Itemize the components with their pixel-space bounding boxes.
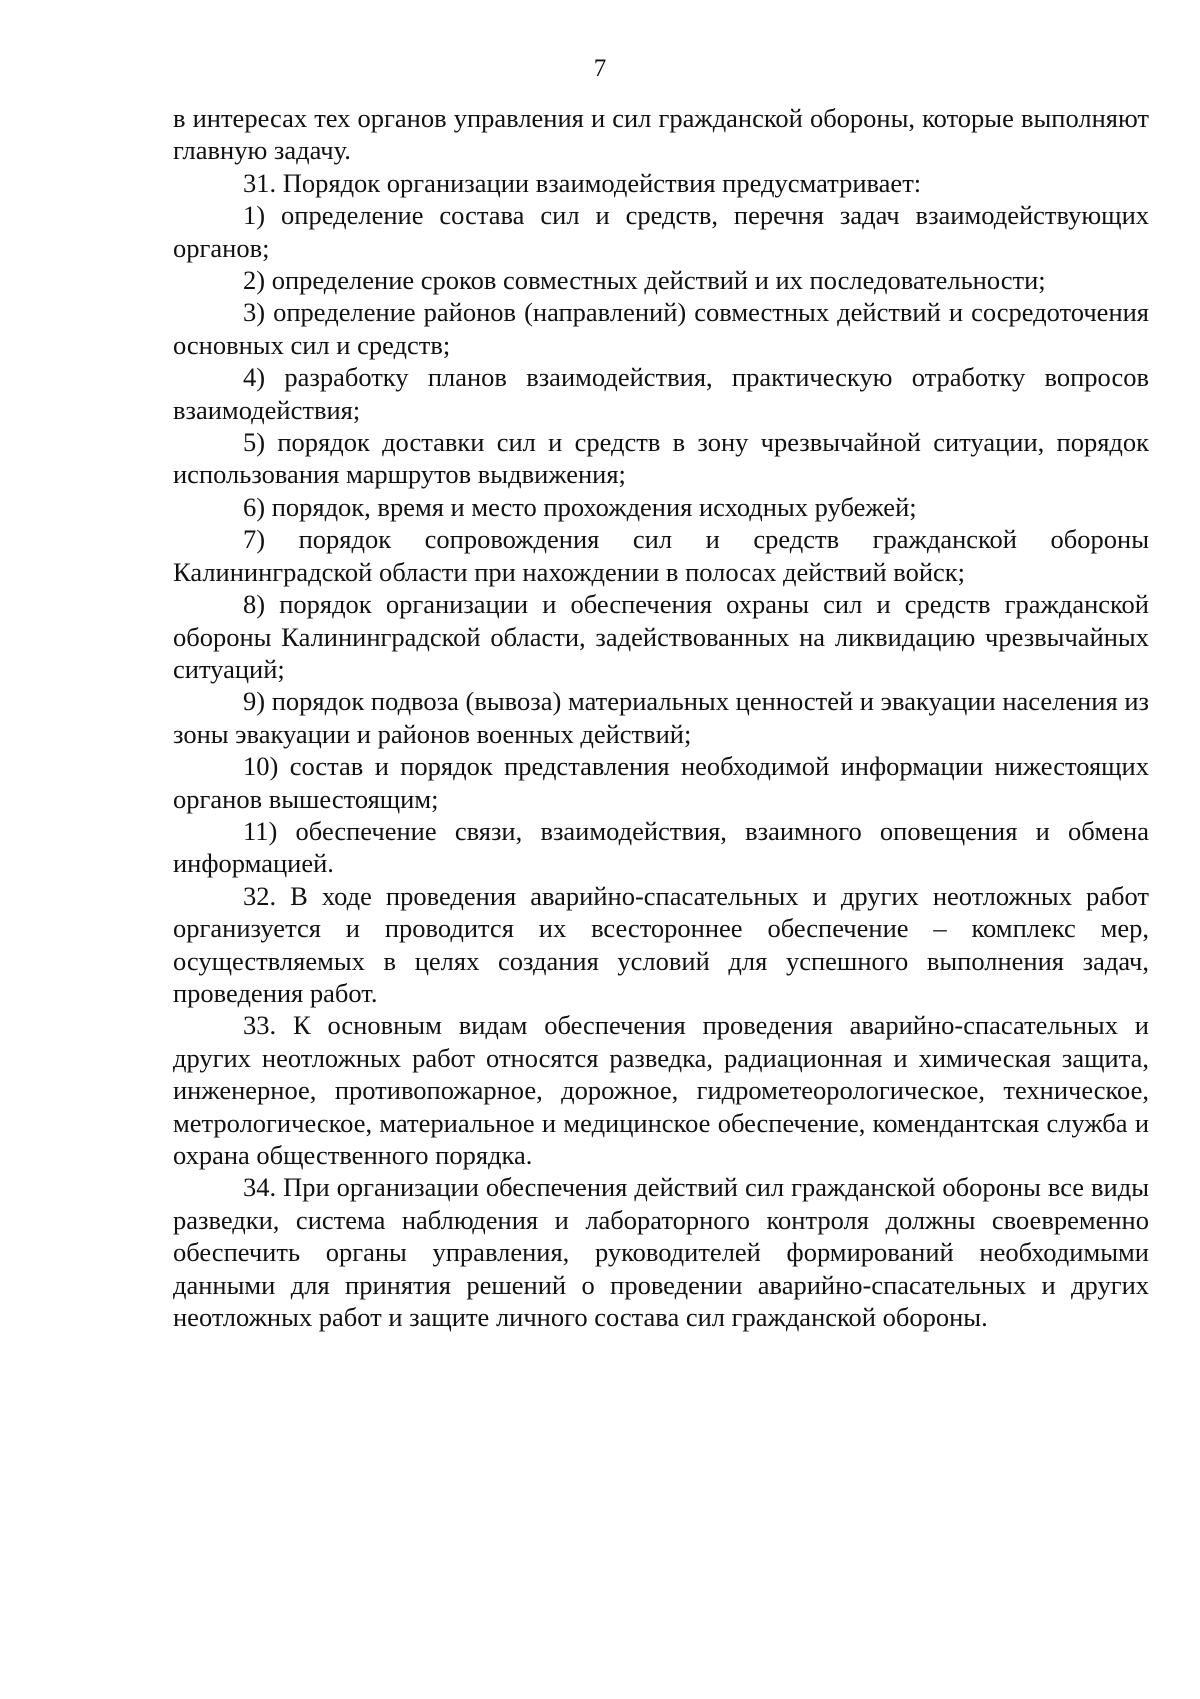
- paragraph-34: 34. При организации обеспечения действий сил гражданской обороны все виды разведки, система наблюдения и лабораторного контроля должны своевременно обеспечить органы управления, руководителей формирований необходимыми данными для принятия решений о проведении аварийно-спасательных и других неотложных работ и защите личного состава сил гражданской обороны.: [173, 1172, 1149, 1333]
- paragraph-31-item-1: 1) определение состава сил и средств, перечня задач взаимодействующих органов;: [173, 200, 1149, 263]
- paragraph-33: 33. К основным видам обеспечения проведения аварийно-спасательных и других неотложных работ относятся разведка, радиационная и химическая защита, инженерное, противопожарное, дорожное, гидрометеорологическое, техническое, метрологическое, материальное и медицинское обеспечение, комендантская служба и охрана общественного порядка.: [173, 1010, 1149, 1170]
- paragraph-31-item-2: 2) определение сроков совместных действий и их последовательности;: [243, 265, 1046, 296]
- document-body: [173, 102, 1149, 1333]
- paragraph-31-item-11: 11) обеспечение связи, взаимодействия, взаимного оповещения и обмена информацией.: [173, 815, 1149, 879]
- paragraph-31-item-8: 8) порядок организации и обеспечения охраны сил и средств гражданской обороны Калининградской области, задействованных на ликвидацию чрезвычайных ситуаций;: [173, 589, 1149, 684]
- paragraph-31: 31. Порядок организации взаимодействия предусматривает:: [243, 167, 922, 198]
- paragraph-31-item-5: 5) порядок доставки сил и средств в зону чрезвычайной ситуации, порядок использования маршрутов выдвижения;: [173, 427, 1149, 490]
- paragraph-31-item-9: 9) порядок подвоза (вывоза) материальных ценностей и эвакуации населения из зоны эвакуации и районов военных действий;: [173, 686, 1149, 749]
- paragraph-32: 32. В ходе проведения аварийно-спасательных и других неотложных работ организуется и проводится их всестороннее обеспечение – комплекс мер, осуществляемых в целях создания условий для успешного выполнения задач, проведения работ.: [173, 880, 1149, 1008]
- paragraph-31-item-3: 3) определение районов (направлений) совместных действий и сосредоточения основных сил и средств;: [173, 297, 1149, 360]
- paragraph-31-item-10: 10) состав и порядок представления необходимой информации нижестоящих органов вышестоящим;: [173, 751, 1149, 814]
- paragraph-31-item-7: 7) порядок сопровождения сил и средств гражданской обороны Калининградской области при нахождении в полосах действий войск;: [173, 524, 1149, 587]
- page-number: 7: [593, 55, 607, 82]
- paragraph-31-item-6: 6) порядок, время и место прохождения исходных рубежей;: [243, 491, 917, 522]
- paragraph-31-item-4: 4) разработку планов взаимодействия, практическую отработку вопросов взаимодействия;: [173, 362, 1149, 425]
- paragraph-continuation: в интересах тех органов управления и сил гражданской обороны, которые выполняют главную задачу.: [173, 103, 1149, 166]
